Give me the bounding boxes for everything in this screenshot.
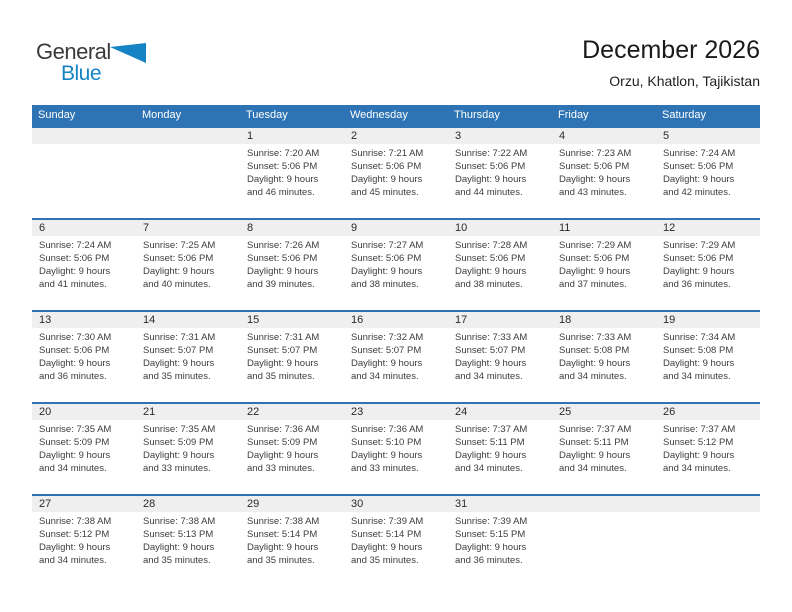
- day-detail-line: Sunset: 5:12 PM: [39, 529, 110, 540]
- day-detail-line: Daylight: 9 hours: [455, 266, 527, 277]
- day-number-stripe: [32, 496, 760, 512]
- day-number: 29: [247, 498, 260, 510]
- day-detail-line: Sunrise: 7:39 AM: [455, 516, 528, 527]
- day-cell: [344, 328, 448, 402]
- day-detail-line: and 33 minutes.: [351, 463, 419, 474]
- day-cell: [240, 144, 344, 218]
- week-body: [32, 236, 760, 310]
- day-number-stripe: [32, 128, 760, 144]
- day-cell: [240, 420, 344, 494]
- day-number: 7: [143, 222, 150, 234]
- day-detail-line: Daylight: 9 hours: [39, 358, 111, 369]
- day-detail-line: Sunrise: 7:36 AM: [247, 424, 320, 435]
- day-detail-line: Sunrise: 7:30 AM: [39, 332, 112, 343]
- day-detail-line: Daylight: 9 hours: [455, 174, 527, 185]
- day-detail-line: and 40 minutes.: [143, 279, 211, 290]
- day-detail-line: and 44 minutes.: [455, 187, 523, 198]
- day-cell: [32, 144, 136, 218]
- day-detail-line: and 42 minutes.: [663, 187, 731, 198]
- day-detail-line: Sunrise: 7:29 AM: [663, 240, 736, 251]
- day-cell: [240, 512, 344, 586]
- weekday-header-cell: Monday: [142, 109, 182, 121]
- day-detail-line: Sunrise: 7:32 AM: [351, 332, 424, 343]
- week-row: [32, 402, 760, 494]
- day-number: 16: [351, 314, 364, 326]
- day-detail-line: Sunset: 5:09 PM: [39, 437, 110, 448]
- day-detail-line: Daylight: 9 hours: [351, 450, 423, 461]
- day-detail-line: Sunrise: 7:24 AM: [39, 240, 112, 251]
- day-detail-line: Sunset: 5:09 PM: [247, 437, 318, 448]
- day-detail-line: Sunrise: 7:29 AM: [559, 240, 632, 251]
- day-detail-line: Sunrise: 7:34 AM: [663, 332, 736, 343]
- day-detail-line: Sunset: 5:06 PM: [559, 161, 630, 172]
- day-detail-line: and 38 minutes.: [455, 279, 523, 290]
- day-detail-line: Sunset: 5:12 PM: [663, 437, 734, 448]
- day-detail-line: Sunset: 5:06 PM: [143, 253, 214, 264]
- day-number: 13: [39, 314, 52, 326]
- day-detail-line: Sunrise: 7:35 AM: [143, 424, 216, 435]
- day-detail-line: and 34 minutes.: [39, 555, 107, 566]
- day-detail-line: Sunset: 5:07 PM: [143, 345, 214, 356]
- day-number: 23: [351, 406, 364, 418]
- week-body: [32, 420, 760, 494]
- week-body: [32, 328, 760, 402]
- day-cell: [344, 420, 448, 494]
- day-number: 12: [663, 222, 676, 234]
- day-detail-line: Daylight: 9 hours: [39, 450, 111, 461]
- day-number-stripe: [32, 404, 760, 420]
- title-block: [582, 36, 760, 89]
- day-number: 10: [455, 222, 468, 234]
- day-cell: [136, 420, 240, 494]
- day-cell: [240, 328, 344, 402]
- day-detail-line: Sunrise: 7:38 AM: [143, 516, 216, 527]
- day-detail-line: and 41 minutes.: [39, 279, 107, 290]
- weekday-header-cell: Wednesday: [350, 109, 408, 121]
- day-number: 14: [143, 314, 156, 326]
- day-cell: [344, 236, 448, 310]
- day-number: 15: [247, 314, 260, 326]
- day-number: 20: [39, 406, 52, 418]
- day-detail-line: Sunrise: 7:33 AM: [455, 332, 528, 343]
- day-detail-line: and 35 minutes.: [143, 555, 211, 566]
- day-detail-line: Daylight: 9 hours: [247, 174, 319, 185]
- day-detail-line: Sunset: 5:06 PM: [663, 161, 734, 172]
- day-cell: [448, 236, 552, 310]
- day-detail-line: Daylight: 9 hours: [247, 266, 319, 277]
- day-number: 3: [455, 130, 462, 142]
- week-row: [32, 126, 760, 218]
- day-detail-line: Sunrise: 7:22 AM: [455, 148, 528, 159]
- day-detail-line: Sunrise: 7:36 AM: [351, 424, 424, 435]
- weekday-header-cell: Friday: [558, 109, 589, 121]
- day-cell: [240, 236, 344, 310]
- weekday-header-cell: Thursday: [454, 109, 500, 121]
- day-detail-line: Sunset: 5:10 PM: [351, 437, 422, 448]
- day-detail-line: and 36 minutes.: [455, 555, 523, 566]
- day-detail-line: and 34 minutes.: [455, 463, 523, 474]
- day-number: 30: [351, 498, 364, 510]
- day-detail-line: Sunrise: 7:21 AM: [351, 148, 424, 159]
- week-body: [32, 512, 760, 586]
- day-detail-line: and 46 minutes.: [247, 187, 315, 198]
- day-detail-line: Sunset: 5:06 PM: [351, 161, 422, 172]
- day-detail-line: and 35 minutes.: [247, 555, 315, 566]
- day-detail-line: Sunset: 5:14 PM: [351, 529, 422, 540]
- week-row: [32, 310, 760, 402]
- day-cell: [448, 328, 552, 402]
- day-detail-line: Sunrise: 7:35 AM: [39, 424, 112, 435]
- day-detail-line: and 35 minutes.: [247, 371, 315, 382]
- day-cell: [448, 144, 552, 218]
- day-detail-line: and 34 minutes.: [663, 463, 731, 474]
- day-detail-line: Daylight: 9 hours: [143, 542, 215, 553]
- weekday-header-cell: Tuesday: [246, 109, 288, 121]
- week-row: [32, 218, 760, 310]
- day-detail-line: Daylight: 9 hours: [351, 542, 423, 553]
- day-detail-line: and 37 minutes.: [559, 279, 627, 290]
- day-cell: [136, 144, 240, 218]
- day-detail-line: Sunset: 5:06 PM: [247, 253, 318, 264]
- day-detail-line: and 45 minutes.: [351, 187, 419, 198]
- day-detail-line: Daylight: 9 hours: [39, 542, 111, 553]
- weekday-header-cell: Sunday: [38, 109, 76, 121]
- day-detail-line: and 35 minutes.: [351, 555, 419, 566]
- day-detail-line: and 34 minutes.: [559, 371, 627, 382]
- calendar-table: [32, 105, 760, 586]
- day-detail-line: Sunrise: 7:20 AM: [247, 148, 320, 159]
- day-detail-line: Sunset: 5:06 PM: [455, 161, 526, 172]
- day-cell: [136, 328, 240, 402]
- day-detail-line: Daylight: 9 hours: [351, 266, 423, 277]
- day-detail-line: Daylight: 9 hours: [455, 358, 527, 369]
- day-detail-line: Daylight: 9 hours: [455, 450, 527, 461]
- day-detail-line: Daylight: 9 hours: [247, 542, 319, 553]
- day-detail-line: Daylight: 9 hours: [143, 266, 215, 277]
- day-detail-line: and 34 minutes.: [455, 371, 523, 382]
- day-number: 1: [247, 130, 254, 142]
- calendar-weeks: [32, 126, 760, 586]
- day-detail-line: Sunrise: 7:37 AM: [663, 424, 736, 435]
- day-cell: [32, 236, 136, 310]
- day-detail-line: Daylight: 9 hours: [247, 450, 319, 461]
- day-detail-line: Daylight: 9 hours: [559, 266, 631, 277]
- day-detail-line: Sunset: 5:06 PM: [351, 253, 422, 264]
- day-detail-line: Sunrise: 7:27 AM: [351, 240, 424, 251]
- day-cell: [448, 420, 552, 494]
- day-number: 17: [455, 314, 468, 326]
- day-detail-line: Daylight: 9 hours: [559, 358, 631, 369]
- day-detail-line: Sunrise: 7:25 AM: [143, 240, 216, 251]
- day-number: 31: [455, 498, 468, 510]
- day-detail-line: Sunrise: 7:37 AM: [559, 424, 632, 435]
- day-detail-line: Sunset: 5:06 PM: [247, 161, 318, 172]
- logo-triangle-icon: [110, 43, 146, 69]
- day-number: 2: [351, 130, 358, 142]
- day-detail-line: Sunrise: 7:31 AM: [143, 332, 216, 343]
- day-detail-line: Sunrise: 7:24 AM: [663, 148, 736, 159]
- day-number: [136, 128, 240, 144]
- day-cell: [136, 236, 240, 310]
- day-detail-line: and 34 minutes.: [351, 371, 419, 382]
- day-number: 25: [559, 406, 572, 418]
- day-detail-line: Daylight: 9 hours: [247, 358, 319, 369]
- day-number: 6: [39, 222, 46, 234]
- day-cell: [656, 236, 760, 310]
- day-number: 28: [143, 498, 156, 510]
- weekday-header-cell: Saturday: [662, 109, 707, 121]
- week-body: [32, 144, 760, 218]
- day-cell: [656, 420, 760, 494]
- day-number: 21: [143, 406, 156, 418]
- day-cell: [136, 512, 240, 586]
- day-detail-line: and 38 minutes.: [351, 279, 419, 290]
- day-cell: [552, 236, 656, 310]
- day-number: 24: [455, 406, 468, 418]
- day-detail-line: Sunrise: 7:39 AM: [351, 516, 424, 527]
- day-detail-line: Sunrise: 7:37 AM: [455, 424, 528, 435]
- day-detail-line: and 34 minutes.: [559, 463, 627, 474]
- day-cell: [552, 512, 656, 586]
- day-cell: [552, 144, 656, 218]
- day-detail-line: and 34 minutes.: [663, 371, 731, 382]
- day-detail-line: Daylight: 9 hours: [351, 174, 423, 185]
- day-detail-line: Sunrise: 7:26 AM: [247, 240, 320, 251]
- day-detail-line: Sunrise: 7:38 AM: [39, 516, 112, 527]
- day-detail-line: Sunrise: 7:28 AM: [455, 240, 528, 251]
- day-cell: [344, 144, 448, 218]
- day-cell: [448, 512, 552, 586]
- day-number: 22: [247, 406, 260, 418]
- day-cell: [656, 328, 760, 402]
- day-detail-line: Daylight: 9 hours: [663, 266, 735, 277]
- day-number: 5: [663, 130, 670, 142]
- day-detail-line: Sunrise: 7:31 AM: [247, 332, 320, 343]
- day-detail-line: Daylight: 9 hours: [559, 174, 631, 185]
- day-detail-line: and 43 minutes.: [559, 187, 627, 198]
- day-detail-line: Sunset: 5:07 PM: [247, 345, 318, 356]
- day-detail-line: and 34 minutes.: [39, 463, 107, 474]
- day-detail-line: Sunset: 5:07 PM: [351, 345, 422, 356]
- day-number: 27: [39, 498, 52, 510]
- day-detail-line: and 35 minutes.: [143, 371, 211, 382]
- day-number: 26: [663, 406, 676, 418]
- day-detail-line: Daylight: 9 hours: [351, 358, 423, 369]
- day-cell: [32, 328, 136, 402]
- day-detail-line: Sunset: 5:06 PM: [39, 253, 110, 264]
- day-number: [656, 496, 760, 512]
- day-detail-line: Daylight: 9 hours: [663, 174, 735, 185]
- day-number: 4: [559, 130, 566, 142]
- day-detail-line: Daylight: 9 hours: [455, 542, 527, 553]
- day-detail-line: Sunrise: 7:23 AM: [559, 148, 632, 159]
- day-cell: [552, 328, 656, 402]
- day-number-stripe: [32, 220, 760, 236]
- day-detail-line: Sunset: 5:06 PM: [663, 253, 734, 264]
- day-detail-line: Sunset: 5:15 PM: [455, 529, 526, 540]
- day-cell: [32, 512, 136, 586]
- week-row: [32, 494, 760, 586]
- day-number: 19: [663, 314, 676, 326]
- day-number: 18: [559, 314, 572, 326]
- day-detail-line: Daylight: 9 hours: [39, 266, 111, 277]
- logo-general-text: General: [36, 39, 111, 64]
- day-detail-line: and 36 minutes.: [39, 371, 107, 382]
- day-detail-line: Sunrise: 7:38 AM: [247, 516, 320, 527]
- day-detail-line: and 39 minutes.: [247, 279, 315, 290]
- day-detail-line: Sunset: 5:13 PM: [143, 529, 214, 540]
- day-number-stripe: [32, 312, 760, 328]
- day-number: 8: [247, 222, 254, 234]
- day-detail-line: Sunset: 5:06 PM: [559, 253, 630, 264]
- day-cell: [552, 420, 656, 494]
- logo: [36, 39, 146, 85]
- day-number: [552, 496, 656, 512]
- logo-blue-text: Blue: [61, 62, 102, 85]
- day-detail-line: Sunset: 5:11 PM: [455, 437, 525, 448]
- weekday-header-row: [32, 105, 760, 126]
- day-detail-line: Daylight: 9 hours: [559, 450, 631, 461]
- day-detail-line: Sunset: 5:07 PM: [455, 345, 526, 356]
- day-detail-line: Sunset: 5:06 PM: [455, 253, 526, 264]
- day-cell: [656, 144, 760, 218]
- day-detail-line: Sunrise: 7:33 AM: [559, 332, 632, 343]
- day-detail-line: Sunset: 5:11 PM: [559, 437, 629, 448]
- day-number: [32, 128, 136, 144]
- day-detail-line: Daylight: 9 hours: [143, 358, 215, 369]
- day-detail-line: and 33 minutes.: [247, 463, 315, 474]
- day-detail-line: Sunset: 5:09 PM: [143, 437, 214, 448]
- page-title: December 2026: [582, 36, 760, 64]
- page-subtitle: Orzu, Khatlon, Tajikistan: [609, 73, 760, 89]
- day-detail-line: Daylight: 9 hours: [663, 450, 735, 461]
- day-cell: [344, 512, 448, 586]
- day-number: 9: [351, 222, 358, 234]
- day-number: 11: [559, 222, 571, 234]
- day-cell: [656, 512, 760, 586]
- day-detail-line: Sunset: 5:14 PM: [247, 529, 318, 540]
- day-detail-line: Sunset: 5:08 PM: [663, 345, 734, 356]
- day-detail-line: Daylight: 9 hours: [663, 358, 735, 369]
- day-detail-line: Sunset: 5:08 PM: [559, 345, 630, 356]
- day-cell: [32, 420, 136, 494]
- day-detail-line: Sunset: 5:06 PM: [39, 345, 110, 356]
- day-detail-line: Daylight: 9 hours: [143, 450, 215, 461]
- day-detail-line: and 36 minutes.: [663, 279, 731, 290]
- day-detail-line: and 33 minutes.: [143, 463, 211, 474]
